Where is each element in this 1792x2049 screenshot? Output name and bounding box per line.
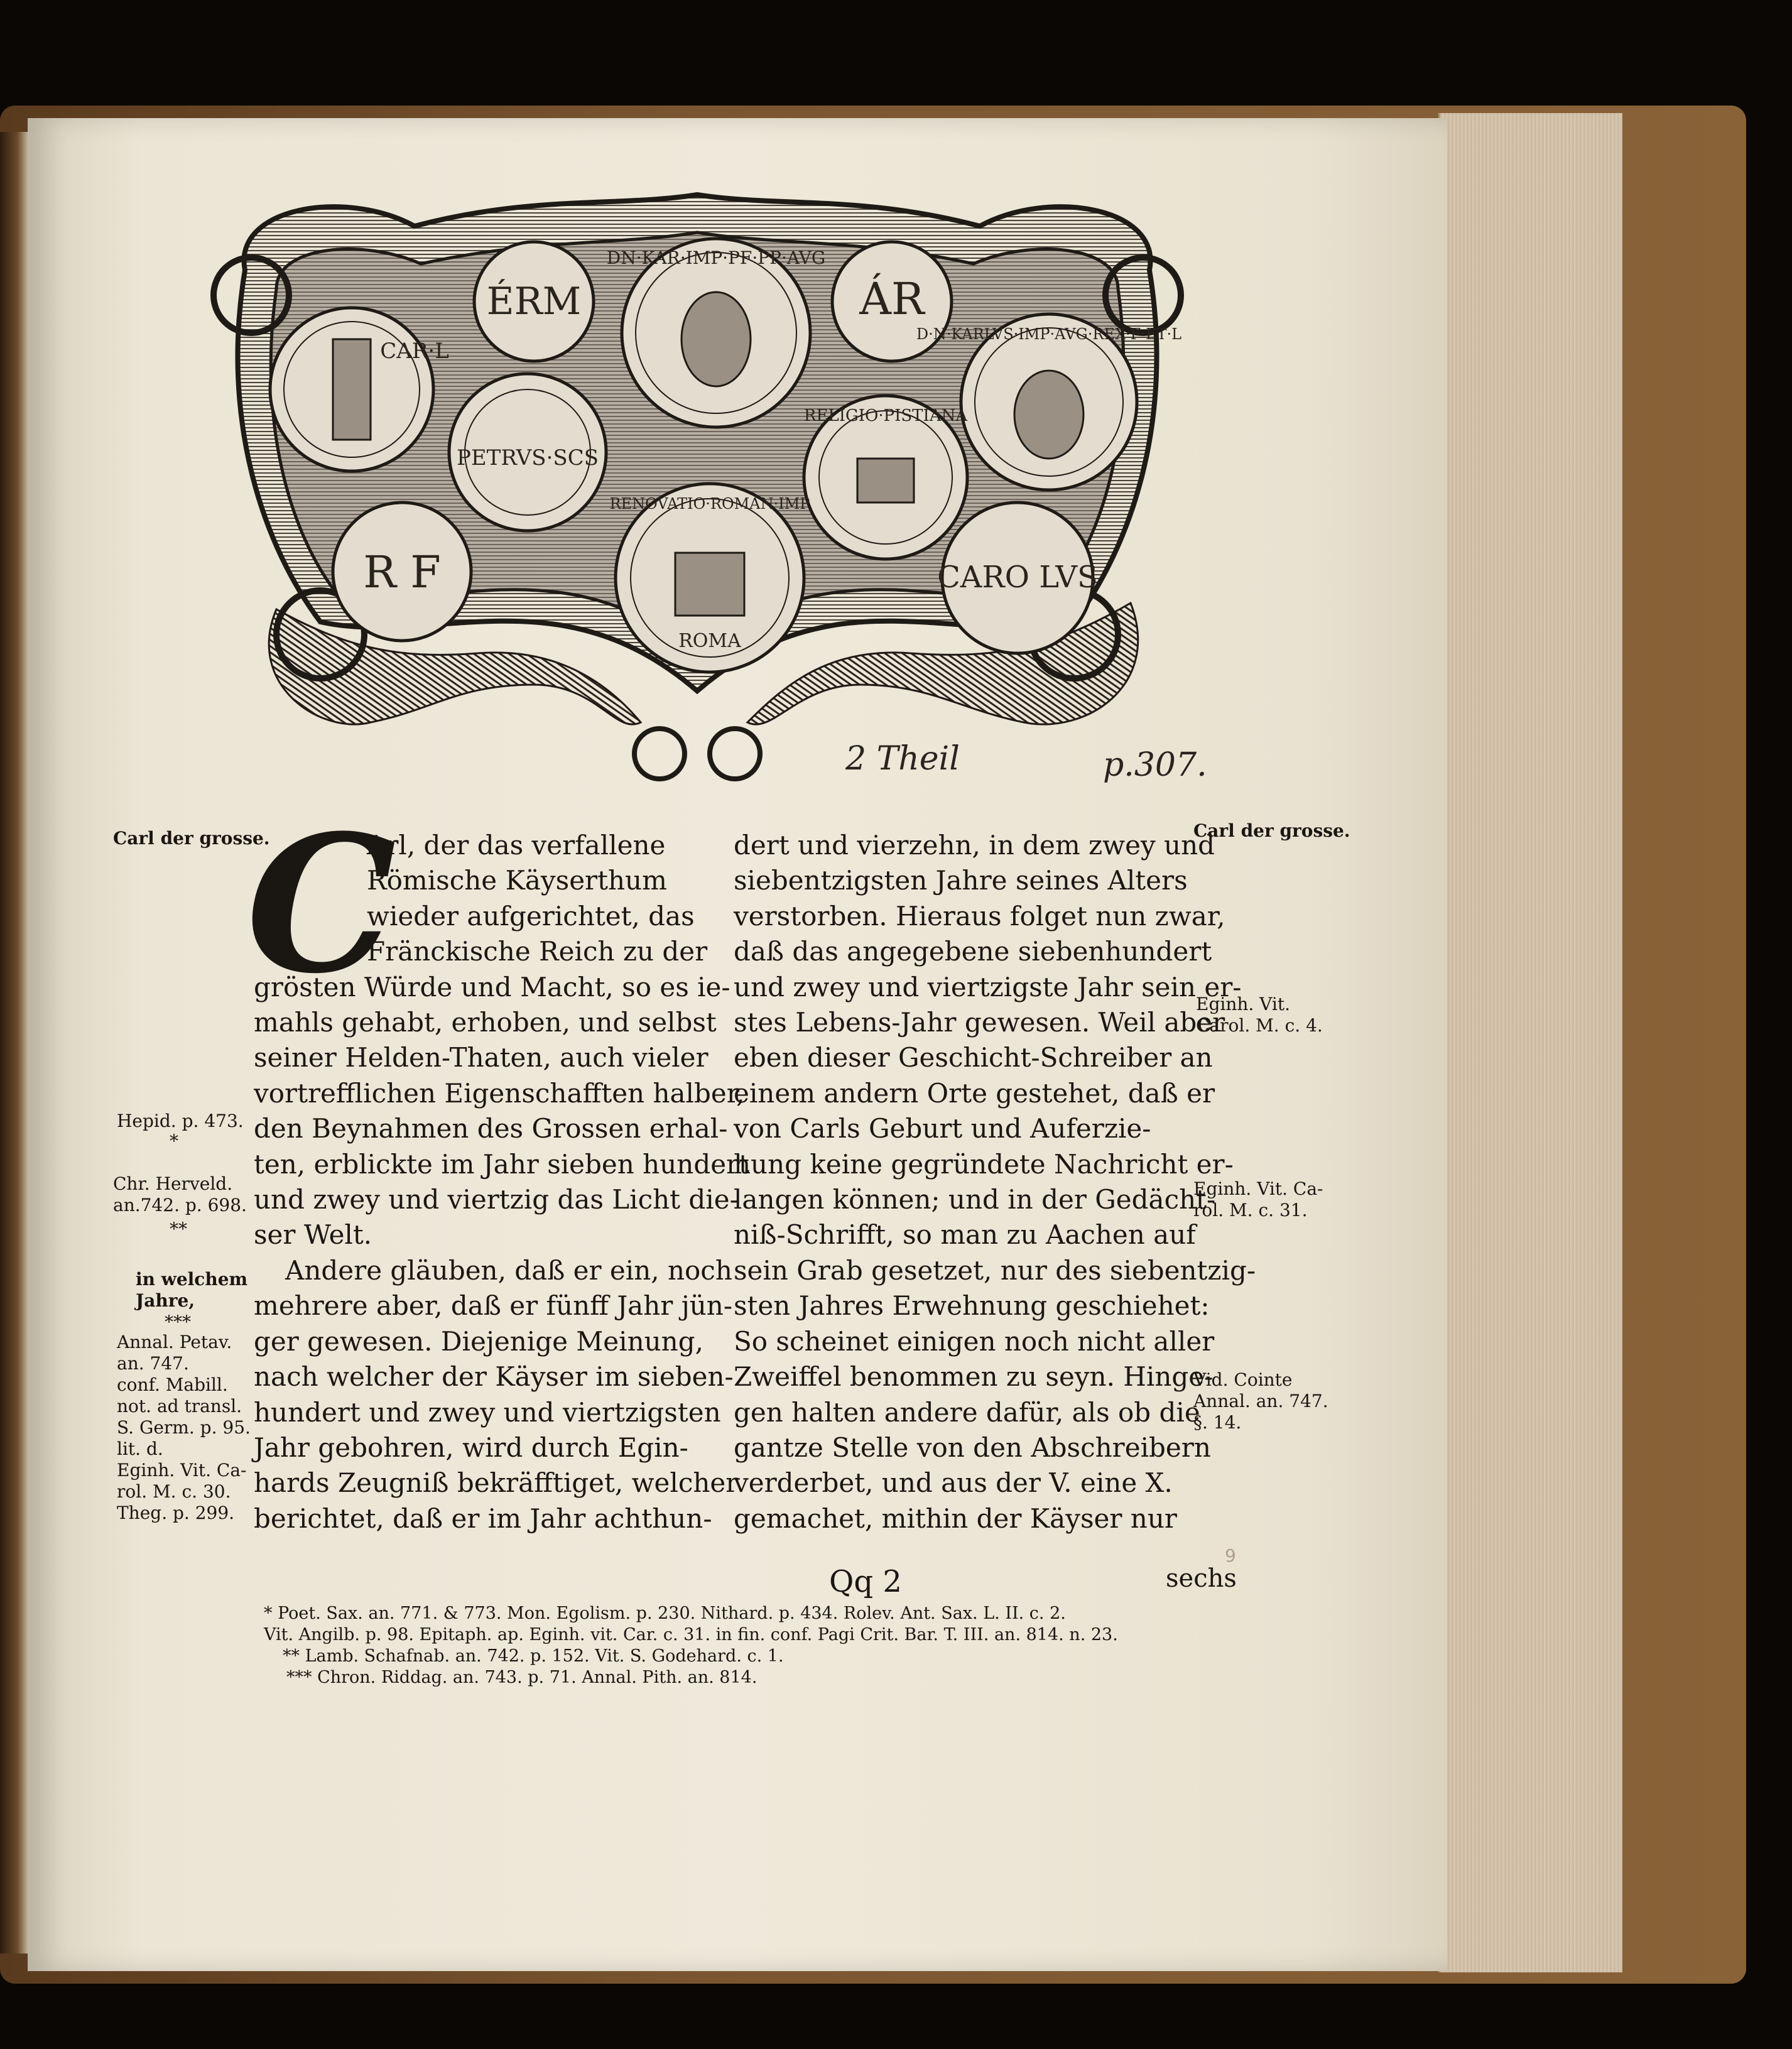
col2-line: hung keine gegründete Nachricht er- [734, 1148, 1234, 1180]
coin-text-erm: ÉRM [486, 280, 582, 323]
footnotes [264, 1603, 1219, 1688]
pencil-mark: 9 [1225, 1545, 1236, 1566]
coin-text-carolus: CARO LVS [937, 560, 1098, 595]
binding-edge [0, 132, 29, 1954]
coin-text-renovatio: RENOVATIO·ROMAN·IMP [609, 495, 810, 513]
coin-ar [832, 242, 952, 361]
coin-petrus [449, 374, 606, 531]
coin-religio [804, 396, 968, 559]
col1-line: Andere gläuben, daß er ein, noch [285, 1254, 732, 1286]
drop-cap: C [246, 793, 396, 1015]
col1-line: ger gewesen. Diejenige Meinung, [254, 1325, 703, 1357]
note-chr-line1: Chr. Herveld. [113, 1173, 233, 1194]
note-eginh1-line1: Eginh. Vit. [1196, 994, 1291, 1014]
col2-line: stes Lebens-Jahr gewesen. Weil aber [734, 1007, 1225, 1038]
col2-line: einem andern Orte gestehet, daß er [734, 1077, 1215, 1109]
coin-text-religio: RELIGIO·PISTIANA [803, 406, 968, 425]
col1-line: ten, erblickte im Jahr sieben hundert [254, 1148, 750, 1180]
col1-line: hundert und zwey und viertzigsten [254, 1396, 721, 1428]
coin-text-dn-karlvs: D·N·KARLVS·IMP·AVG·REX·F·ET·L [916, 325, 1182, 343]
note-annal-line: lit. d. [117, 1438, 163, 1459]
col1-line: mahls gehabt, erhoben, und selbst [254, 1007, 717, 1038]
catchword: sechs [1166, 1564, 1237, 1593]
col1-line: nach welcher der Käyser im sieben- [254, 1361, 734, 1393]
col2-line: niß-Schrifft, so man zu Aachen auf [734, 1219, 1196, 1251]
col1-line: den Beynahmen des Grossen erhal- [254, 1113, 728, 1144]
col1-line: berichtet, daß er im Jahr achthun- [254, 1503, 712, 1534]
footnote-line: * Poet. Sax. an. 771. & 773. Mon. Egolism. p. 230. Nithard. p. 434. Rolev. Ant. Sax. L. II. c. 2. [264, 1604, 1066, 1623]
footnote-line: ** Lamb. Schafnab. an. 742. p. 152. Vit. S. Godehard. c. 1. [283, 1646, 784, 1666]
footnote-line: Vit. Angilb. p. 98. Epitaph. ap. Eginh. vit. Car. c. 31. in fin. conf. Pagi Crit. Bar. T. III. an. 814. n. 23. [264, 1625, 1118, 1644]
col2-line: Zweiffel benommen zu seyn. Hinge- [734, 1361, 1214, 1393]
coin-erm [474, 242, 594, 361]
coin-text-dn-kar: DN·KAR·IMP·PF·PP·AVG [606, 247, 826, 268]
note-vid-line2: Annal. an. 747. [1193, 1391, 1328, 1411]
right-running-head: Carl der grosse. [1193, 820, 1350, 841]
note-welchem-line2: Jahre, [136, 1290, 195, 1311]
col2-line: eben dieser Geschicht-Schreiber an [734, 1042, 1213, 1073]
coin-text-ar: ÁR [859, 273, 925, 325]
note-eginh2-line2: rol. M. c. 31. [1193, 1200, 1308, 1220]
note-chr-herveld [113, 1173, 247, 1216]
coin-text-petrus: PETRVS·SCS [456, 445, 599, 470]
col1-line: und zwey und viertzig das Licht die- [254, 1184, 739, 1215]
col1-line: mehrere aber, daß er fünff Jahr jün- [254, 1290, 733, 1322]
note-welchem-line1: in welchem [136, 1269, 248, 1290]
note-eginh-1 [1196, 994, 1323, 1036]
col2-line: dert und vierzehn, in dem zwey und [734, 830, 1215, 861]
note-annal-line: an. 747. [117, 1353, 189, 1374]
coin-rf [333, 503, 471, 641]
note-annal-line: conf. Mabill. [117, 1374, 228, 1395]
signature-mark: Qq 2 [829, 1564, 902, 1599]
plate-volume-label: 2 Theil [845, 740, 960, 778]
note-annal-line: Theg. p. 299. [117, 1503, 235, 1523]
coin-text-carol: CAR·L [380, 339, 449, 364]
note-star2: ** [170, 1219, 187, 1239]
note-vid-cointe [1193, 1369, 1328, 1433]
note-eginh-2 [1193, 1178, 1323, 1221]
note-in-welchem [136, 1269, 247, 1312]
col2-line: So scheinet einigen noch nicht aller [734, 1325, 1215, 1357]
col2-line: gemachet, mithin der Käyser nur [734, 1503, 1177, 1534]
coin-plate-engraving [207, 170, 1187, 791]
col1-line: grösten Würde und Macht, so es ie- [254, 971, 730, 1003]
note-annal-line: Annal. Petav. [117, 1332, 232, 1352]
note-star1: * [170, 1131, 178, 1151]
col2-line: sten Jahres Erwehnung geschiehet: [734, 1290, 1210, 1322]
note-annal-line: rol. M. c. 30. [117, 1481, 231, 1502]
col1-line: Fränckische Reich zu der [367, 936, 708, 967]
col2-line: gantze Stelle von den Abschreibern [734, 1432, 1211, 1463]
coin-text-roma: ROMA [678, 630, 741, 652]
text-column-left [254, 828, 750, 1536]
col2-line: verstorben. Hieraus folget nun zwar, [734, 900, 1225, 932]
col1-line: seiner Helden-Thaten, auch vieler [254, 1042, 709, 1073]
note-eginh2-line1: Eginh. Vit. Ca- [1193, 1178, 1323, 1199]
note-annal-petav [117, 1332, 251, 1524]
col2-line: gen halten andere dafür, als ob die [734, 1396, 1200, 1428]
col2-line: siebentzigsten Jahre seines Alters [734, 865, 1188, 896]
col1-line: hards Zeugniß bekräfftiget, welcher [254, 1467, 739, 1499]
col1-line: Jahr gebohren, wird durch Egin- [254, 1432, 688, 1463]
page-edges [1438, 113, 1622, 1972]
note-annal-line: not. ad transl. [117, 1396, 242, 1416]
col2-line: von Carls Geburt und Auferzie- [734, 1113, 1151, 1144]
note-annal-line: S. Germ. p. 95. [117, 1417, 251, 1438]
col2-line: und zwey und viertzigste Jahr sein er- [734, 971, 1242, 1003]
col1-line: Römische Käyserthum [367, 865, 667, 896]
col1-line: vortrefflichen Eigenschafften halber, [254, 1077, 745, 1109]
footnote-line: *** Chron. Riddag. an. 743. p. 71. Annal. Pith. an. 814. [286, 1668, 758, 1687]
note-chr-line2: an.742. p. 698. [113, 1195, 247, 1215]
note-vid-line1: Vid. Cointe [1193, 1369, 1293, 1390]
note-hepid: Hepid. p. 473. [117, 1111, 244, 1131]
coin-text-rf: R F [363, 546, 441, 598]
col2-line: sein Grab gesetzet, nur des siebentzig- [734, 1254, 1256, 1286]
col2-line: daß das angegebene siebenhundert [734, 936, 1212, 967]
col2-line: verderbet, und aus der V. eine X. [734, 1467, 1173, 1499]
col1-line: Arl, der das verfallene [367, 830, 666, 861]
note-eginh1-line2: Carol. M. c. 4. [1196, 1015, 1323, 1036]
plate-page-ref: p.307. [1103, 746, 1207, 784]
col1-line: wieder aufgerichtet, das [367, 900, 695, 932]
col1-line: ser Welt. [254, 1219, 372, 1251]
note-star3: *** [165, 1312, 191, 1332]
note-vid-line3: §. 14. [1193, 1412, 1242, 1433]
left-running-head: Carl der grosse. [113, 828, 270, 849]
note-annal-line: Eginh. Vit. Ca- [117, 1460, 247, 1481]
col2-line: langen können; und in der Gedächt- [734, 1184, 1216, 1215]
